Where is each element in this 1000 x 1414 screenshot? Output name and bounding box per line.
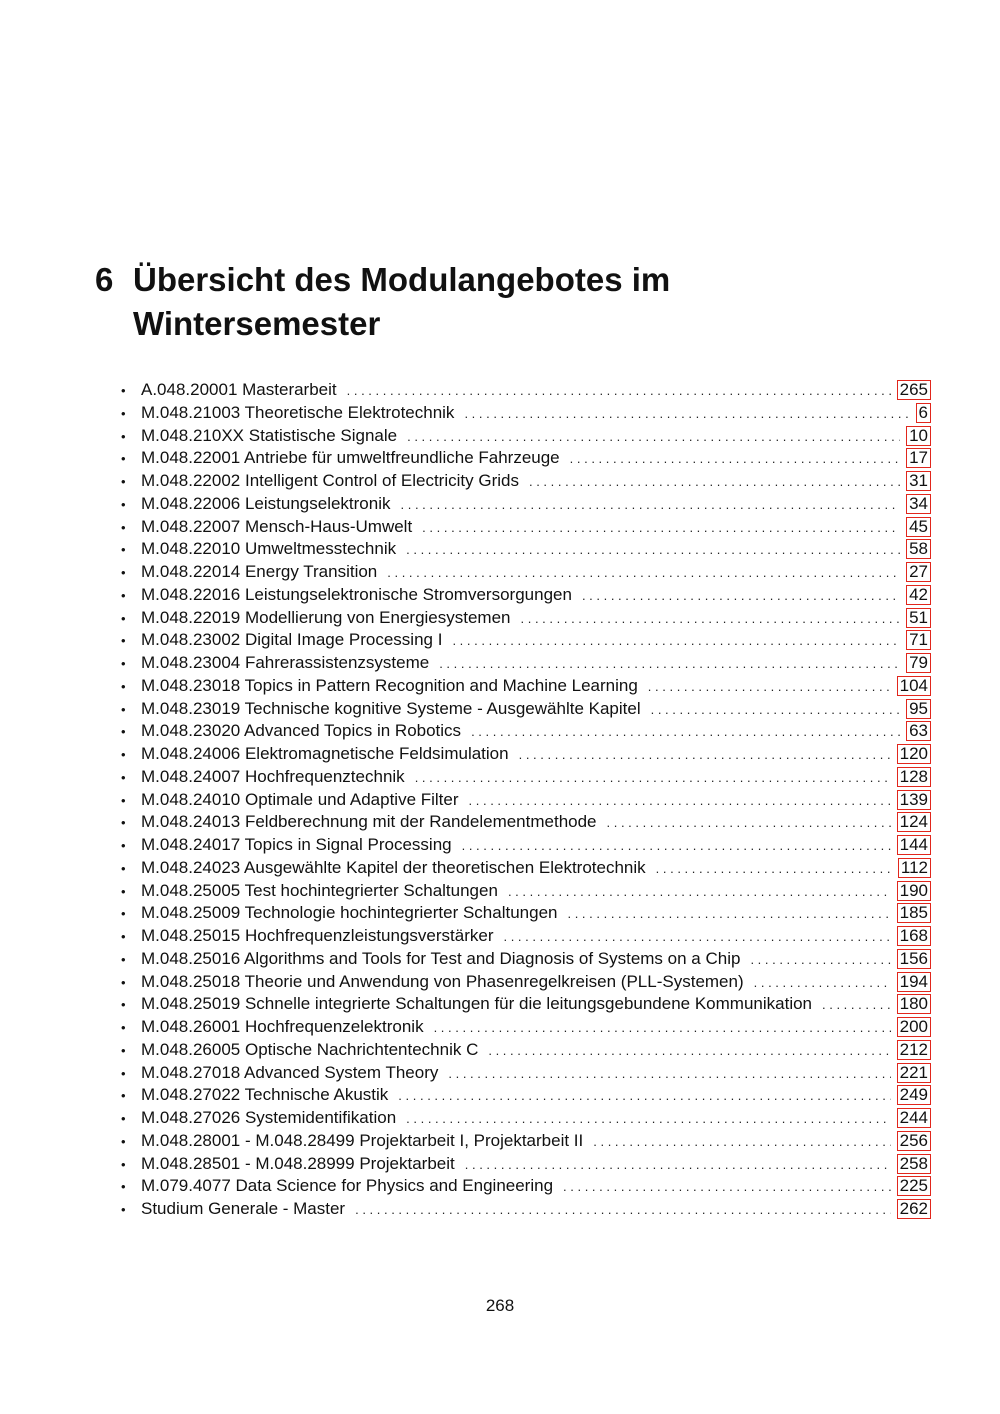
bullet-icon: • bbox=[121, 1202, 126, 1217]
bullet-icon: • bbox=[121, 496, 126, 512]
toc-page-link[interactable]: 256 bbox=[897, 1131, 931, 1151]
toc-entry[interactable] bbox=[121, 470, 931, 493]
toc-entry[interactable] bbox=[121, 629, 931, 652]
bullet-icon: • bbox=[121, 678, 126, 694]
toc-entry-label[interactable]: M.048.23004 Fahrerassistenzsysteme bbox=[141, 653, 430, 672]
bullet-icon: • bbox=[121, 815, 126, 831]
bullet-icon: • bbox=[121, 724, 126, 740]
toc-entry-label[interactable]: M.048.28001 - M.048.28499 Projektarbeit I, Projektarbeit II bbox=[141, 1130, 584, 1150]
toc-page-link[interactable]: 71 bbox=[906, 630, 931, 650]
toc-entry[interactable] bbox=[121, 857, 931, 880]
toc-page-link[interactable]: 258 bbox=[897, 1154, 931, 1174]
toc-entry[interactable] bbox=[121, 607, 931, 630]
dot-leader bbox=[750, 949, 890, 972]
toc-entry[interactable] bbox=[121, 402, 931, 425]
toc-entry-label[interactable]: M.048.24023 Ausgewählte Kapitel der theoretischen Elektrotechnik bbox=[141, 857, 646, 877]
dot-leader bbox=[582, 585, 900, 608]
dot-leader bbox=[567, 903, 890, 926]
dot-leader bbox=[464, 403, 909, 426]
bullet-icon: • bbox=[121, 1042, 126, 1058]
toc-entry[interactable] bbox=[121, 971, 931, 994]
bullet-icon: • bbox=[121, 565, 126, 580]
bullet-icon: • bbox=[121, 974, 126, 990]
toc-entry-label[interactable]: M.048.25018 Theorie und Anwendung von Phasenregelkreisen (PLL-Systemen) bbox=[141, 971, 744, 991]
toc-page-link[interactable]: 112 bbox=[898, 858, 931, 878]
dot-leader bbox=[462, 835, 891, 858]
toc-entry[interactable] bbox=[121, 1107, 931, 1130]
toc-entry[interactable] bbox=[121, 561, 931, 584]
toc-entry[interactable] bbox=[121, 948, 931, 971]
toc-entry-label[interactable]: M.048.24017 Topics in Signal Processing bbox=[141, 835, 452, 854]
toc-entry-label[interactable]: M.048.24010 Optimale und Adaptive Filter bbox=[141, 789, 459, 809]
toc-page-link[interactable]: 124 bbox=[897, 812, 931, 832]
toc-entry[interactable] bbox=[121, 1130, 931, 1153]
dot-leader bbox=[593, 1131, 890, 1154]
bullet-icon: • bbox=[121, 838, 126, 853]
toc-entry-label[interactable]: M.048.24013 Feldberechnung mit der Randelementmethode bbox=[141, 812, 597, 832]
toc-page-link[interactable]: 34 bbox=[906, 494, 931, 514]
bullet-icon: • bbox=[121, 997, 126, 1013]
toc-page-link[interactable]: 262 bbox=[897, 1199, 931, 1219]
toc-entry-label[interactable]: M.048.23002 Digital Image Processing I bbox=[141, 630, 443, 650]
dot-leader bbox=[656, 858, 892, 881]
dot-leader bbox=[651, 699, 900, 722]
toc-entry-label[interactable]: M.048.25015 Hochfrequenzleistungsverstärker bbox=[141, 926, 494, 945]
toc-page-link[interactable]: 265 bbox=[897, 380, 931, 400]
toc-entry-label[interactable]: M.048.23020 Advanced Topics in Robotics bbox=[141, 721, 462, 741]
toc-page-link[interactable]: 200 bbox=[897, 1017, 931, 1037]
dot-leader bbox=[465, 1154, 891, 1177]
dot-leader bbox=[607, 812, 891, 835]
toc-page-link[interactable]: 51 bbox=[906, 608, 931, 628]
toc-page-link[interactable]: 180 bbox=[897, 994, 931, 1014]
dot-leader bbox=[406, 1108, 890, 1131]
toc-entry[interactable] bbox=[121, 516, 931, 539]
bullet-icon: • bbox=[121, 656, 126, 671]
toc-page-link[interactable]: 58 bbox=[906, 539, 931, 559]
toc-entry[interactable] bbox=[121, 743, 931, 766]
toc-entry-label[interactable]: M.048.25009 Technologie hochintegrierter Schaltungen bbox=[141, 903, 558, 923]
dot-leader bbox=[347, 380, 891, 403]
bullet-icon: • bbox=[121, 1133, 126, 1149]
bullet-icon: • bbox=[121, 428, 126, 444]
dot-leader bbox=[407, 426, 900, 449]
toc-page-link[interactable]: 190 bbox=[897, 881, 931, 901]
toc-entry-label[interactable]: M.048.210XX Statistische Signale bbox=[141, 425, 398, 445]
bullet-icon: • bbox=[121, 747, 126, 762]
toc-entry-label[interactable]: M.048.27026 Systemidentifikation bbox=[141, 1108, 397, 1127]
toc-page-link[interactable]: 45 bbox=[906, 517, 931, 537]
toc-entry-label[interactable]: M.048.22014 Energy Transition bbox=[141, 562, 378, 581]
page-number: 268 bbox=[485, 1296, 515, 1315]
toc-entry-label[interactable]: M.048.26001 Hochfrequenzelektronik bbox=[141, 1017, 424, 1036]
toc-page-link[interactable]: 185 bbox=[897, 903, 931, 923]
chapter-number: 6 bbox=[95, 261, 114, 298]
toc-entry-label[interactable]: M.048.22019 Modellierung von Energiesystemen bbox=[141, 607, 511, 627]
bullet-icon: • bbox=[121, 792, 126, 808]
toc-entry-label[interactable]: A.048.20001 Masterarbeit bbox=[141, 380, 337, 399]
dot-leader bbox=[503, 926, 890, 949]
toc-page-link[interactable]: 17 bbox=[906, 448, 931, 468]
bullet-icon: • bbox=[121, 519, 126, 535]
toc-page-link[interactable]: 27 bbox=[906, 562, 931, 582]
toc-entry[interactable] bbox=[121, 1084, 931, 1107]
toc-entry[interactable] bbox=[121, 834, 931, 857]
dot-leader bbox=[448, 1063, 890, 1086]
toc-entry-label[interactable]: M.048.22001 Antriebe für umweltfreundliche Fahrzeuge bbox=[141, 448, 560, 468]
bullet-icon: • bbox=[121, 405, 126, 421]
bullet-icon: • bbox=[121, 542, 126, 558]
toc-entry-label[interactable]: M.048.24007 Hochfrequenztechnik bbox=[141, 766, 405, 786]
dot-leader bbox=[422, 517, 900, 540]
dot-leader bbox=[469, 790, 891, 813]
dot-leader bbox=[355, 1199, 891, 1222]
module-list bbox=[121, 379, 931, 1221]
bullet-icon: • bbox=[121, 474, 126, 489]
dot-leader bbox=[519, 744, 891, 767]
dot-leader bbox=[434, 1017, 891, 1040]
bullet-icon: • bbox=[121, 1020, 126, 1035]
toc-entry-label[interactable]: M.048.28501 - M.048.28999 Projektarbeit bbox=[141, 1153, 455, 1173]
toc-entry[interactable] bbox=[121, 766, 931, 789]
toc-entry-label[interactable]: M.048.22016 Leistungselektronische Stromversorgungen bbox=[141, 584, 572, 604]
toc-page-link[interactable]: 10 bbox=[906, 426, 931, 446]
toc-page-link[interactable]: 63 bbox=[906, 721, 931, 741]
toc-page-link[interactable]: 144 bbox=[897, 835, 931, 855]
toc-entry[interactable] bbox=[121, 1016, 931, 1039]
toc-page-link[interactable]: 225 bbox=[897, 1176, 931, 1196]
toc-entry[interactable] bbox=[121, 538, 931, 561]
bullet-icon: • bbox=[121, 1156, 126, 1172]
bullet-icon: • bbox=[121, 929, 126, 944]
bullet-icon: • bbox=[121, 610, 126, 626]
dot-leader bbox=[648, 676, 891, 699]
bullet-icon: • bbox=[121, 1179, 126, 1195]
chapter-title: Übersicht des Modulangebotes im Wintersemester bbox=[133, 261, 671, 342]
toc-entry[interactable] bbox=[121, 1062, 931, 1085]
dot-leader bbox=[570, 448, 900, 471]
toc-entry[interactable] bbox=[121, 1198, 931, 1221]
toc-entry[interactable] bbox=[121, 652, 931, 675]
toc-page-link[interactable]: 156 bbox=[897, 949, 931, 969]
toc-entry-label[interactable]: M.048.26005 Optische Nachrichtentechnik C bbox=[141, 1039, 479, 1059]
toc-entry-label[interactable]: M.048.22010 Umweltmesstechnik bbox=[141, 539, 397, 559]
bullet-icon: • bbox=[121, 633, 126, 649]
dot-leader bbox=[563, 1176, 891, 1199]
toc-entry-label[interactable]: M.048.24006 Elektromagnetische Feldsimulation bbox=[141, 744, 509, 763]
toc-page-link[interactable]: 249 bbox=[897, 1085, 931, 1105]
toc-entry-label[interactable]: M.048.25005 Test hochintegrierter Schaltungen bbox=[141, 880, 498, 900]
toc-entry[interactable] bbox=[121, 493, 931, 516]
dot-leader bbox=[471, 721, 900, 744]
bullet-icon: • bbox=[121, 906, 126, 922]
toc-page-link[interactable]: 194 bbox=[897, 972, 931, 992]
toc-entry-label[interactable]: M.048.27018 Advanced System Theory bbox=[141, 1062, 439, 1082]
bullet-icon: • bbox=[121, 1111, 126, 1126]
toc-entry-label[interactable]: M.048.27022 Technische Akustik bbox=[141, 1085, 389, 1105]
dot-leader bbox=[406, 539, 900, 562]
dot-leader bbox=[415, 767, 891, 790]
dot-leader bbox=[439, 653, 900, 676]
toc-page-link[interactable]: 168 bbox=[897, 926, 931, 946]
toc-entry-label[interactable]: Studium Generale - Master bbox=[141, 1199, 346, 1218]
toc-page-link[interactable]: 221 bbox=[897, 1063, 931, 1083]
toc-entry[interactable] bbox=[121, 993, 931, 1016]
dot-leader bbox=[521, 608, 901, 631]
toc-page-link[interactable]: 42 bbox=[906, 585, 931, 605]
toc-page-link[interactable]: 31 bbox=[906, 471, 931, 491]
toc-entry[interactable] bbox=[121, 789, 931, 812]
toc-page-link[interactable]: 128 bbox=[897, 767, 931, 787]
toc-page-link[interactable]: 212 bbox=[897, 1040, 931, 1060]
toc-entry-label[interactable]: M.048.23018 Topics in Pattern Recognition and Machine Learning bbox=[141, 675, 638, 695]
bullet-icon: • bbox=[121, 951, 126, 967]
bullet-icon: • bbox=[121, 451, 126, 467]
dot-leader bbox=[452, 630, 900, 653]
toc-entry[interactable] bbox=[121, 880, 931, 903]
toc-page-link[interactable]: 79 bbox=[906, 653, 931, 673]
toc-entry-label[interactable]: M.048.21003 Theoretische Elektrotechnik bbox=[141, 402, 455, 422]
bullet-icon: • bbox=[121, 701, 126, 717]
toc-page-link[interactable]: 244 bbox=[897, 1108, 931, 1128]
toc-entry[interactable] bbox=[121, 584, 931, 607]
toc-entry[interactable] bbox=[121, 811, 931, 834]
toc-entry[interactable] bbox=[121, 1153, 931, 1176]
toc-entry-label[interactable]: M.048.23019 Technische kognitive Systeme - Ausgewählte Kapitel bbox=[141, 698, 641, 718]
toc-entry[interactable] bbox=[121, 925, 931, 948]
toc-page-link[interactable]: 120 bbox=[897, 744, 931, 764]
bullet-icon: • bbox=[121, 1088, 126, 1104]
bullet-icon: • bbox=[121, 860, 126, 876]
bullet-icon: • bbox=[121, 1065, 126, 1081]
toc-page-link[interactable]: 139 bbox=[897, 790, 931, 810]
toc-entry[interactable] bbox=[121, 902, 931, 925]
toc-entry[interactable] bbox=[121, 1175, 931, 1198]
toc-entry[interactable] bbox=[121, 1039, 931, 1062]
toc-entry-label[interactable]: M.048.25019 Schnelle integrierte Schaltungen für die leitungsgebundene Kommunikation bbox=[141, 994, 813, 1014]
toc-entry[interactable] bbox=[121, 720, 931, 743]
toc-page-link[interactable]: 95 bbox=[906, 699, 931, 719]
dot-leader bbox=[398, 1085, 890, 1108]
bullet-icon: • bbox=[121, 883, 126, 899]
toc-page-link[interactable]: 6 bbox=[916, 403, 931, 423]
toc-entry[interactable] bbox=[121, 675, 931, 698]
dot-leader bbox=[508, 881, 891, 904]
toc-entry-label[interactable]: M.048.22006 Leistungselektronik bbox=[141, 493, 391, 513]
toc-entry-label[interactable]: M.048.22002 Intelligent Control of Electricity Grids bbox=[141, 471, 519, 490]
dot-leader bbox=[488, 1040, 890, 1063]
chapter-heading bbox=[95, 258, 815, 346]
toc-entry[interactable] bbox=[121, 447, 931, 470]
bullet-icon: • bbox=[121, 769, 126, 785]
toc-entry-label[interactable]: M.048.22007 Mensch-Haus-Umwelt bbox=[141, 516, 413, 536]
toc-entry[interactable] bbox=[121, 698, 931, 721]
toc-entry[interactable] bbox=[121, 425, 931, 448]
dot-leader bbox=[387, 562, 900, 585]
dot-leader bbox=[754, 972, 891, 995]
toc-entry[interactable] bbox=[121, 379, 931, 402]
dot-leader bbox=[401, 494, 901, 517]
toc-entry-label[interactable]: M.079.4077 Data Science for Physics and Engineering bbox=[141, 1176, 554, 1196]
bullet-icon: • bbox=[121, 383, 126, 398]
dot-leader bbox=[529, 471, 900, 494]
toc-entry-label[interactable]: M.048.25016 Algorithms and Tools for Test and Diagnosis of Systems on a Chip bbox=[141, 948, 741, 968]
dot-leader bbox=[822, 994, 891, 1017]
bullet-icon: • bbox=[121, 587, 126, 603]
toc-page-link[interactable]: 104 bbox=[897, 676, 931, 696]
